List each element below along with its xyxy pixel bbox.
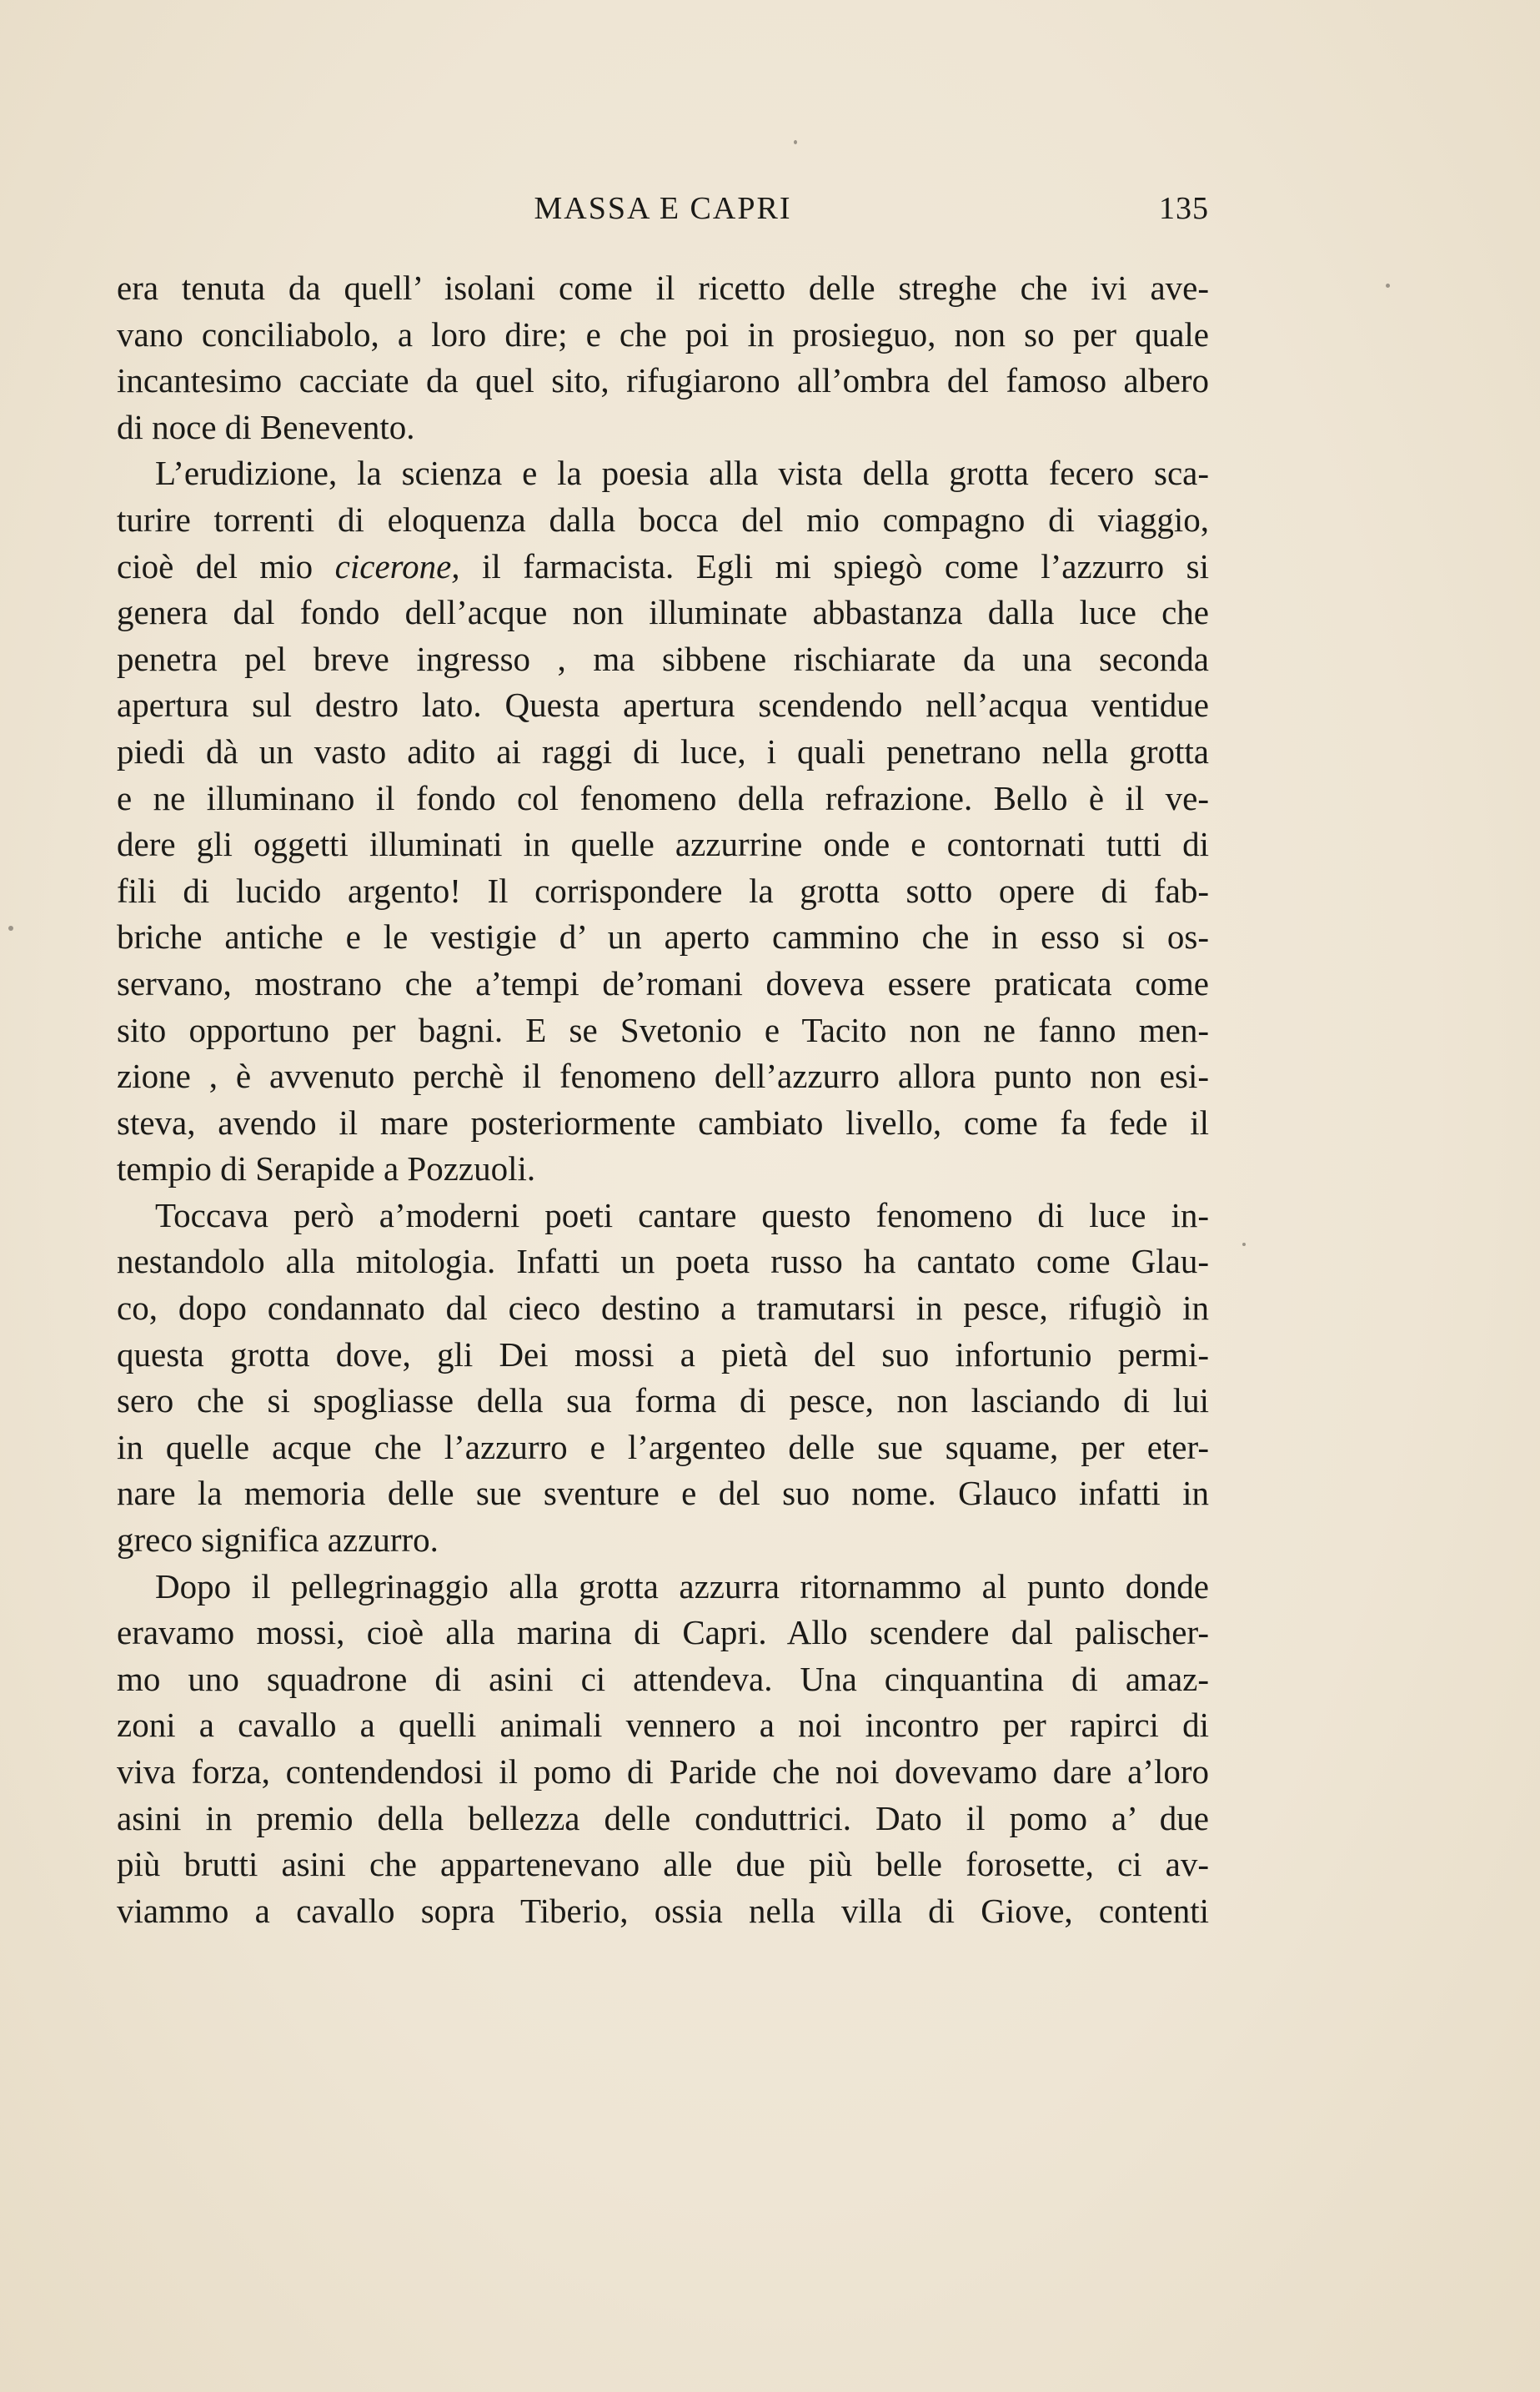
paper-speck — [8, 926, 13, 931]
paper-speck — [1386, 284, 1390, 288]
text-line: nestandolo alla mitologia. Infatti un poeta russo ha cantato come Glau- — [117, 1242, 1209, 1281]
text-line: dere gli oggetti illuminati in quelle azzurrine onde e contornati tutti di — [117, 825, 1209, 864]
text-line: steva, avendo il mare posteriormente cambiato livello, come fa fede il — [117, 1103, 1209, 1142]
page-header — [117, 190, 1209, 240]
text-line: genera dal fondo dell’acque non illuminate abbastanza dalla luce che — [117, 593, 1209, 632]
text-line: briche antiche e le vestigie d’ un aperto cammino che in esso si os- — [117, 917, 1209, 957]
text-fragment: il farmacista. Egli mi spiegò come l’azzurro si — [459, 546, 1209, 585]
text-line: nare la memoria delle sue sventure e del suo nome. Glauco infatti in — [117, 1474, 1209, 1513]
text-line: viva forza, contendendosi il pomo di Paride che noi dovevamo dare a’loro — [117, 1752, 1209, 1791]
text-line: di noce di Benevento. — [117, 407, 415, 446]
text-line: co, dopo condannato dal cieco destino a tramutarsi in pesce, rifugiò in — [117, 1289, 1209, 1328]
text-line: era tenuta da quell’ isolani come il ricetto delle streghe che ivi ave- — [117, 269, 1209, 307]
text-line: mo uno squadrone di asini ci attendeva. Una cinquantina di amaz- — [117, 1659, 1209, 1698]
text-line: tempio di Serapide a Pozzuoli. — [117, 1149, 536, 1188]
text-line: e ne illuminano il fondo col fenomeno della refrazione. Bello è il ve- — [117, 778, 1209, 817]
text-line: servano, mostrano che a’tempi de’romani doveva essere praticata come — [117, 963, 1209, 1003]
text-line: asini in premio della bellezza delle conduttrici. Dato il pomo a’ due — [117, 1798, 1209, 1837]
text-line: Dopo il pellegrinaggio alla grotta azzurra ritornammo al punto donde — [155, 1566, 1209, 1606]
text-line: più brutti asini che appartenevano alle due più belle forosette, ci av- — [117, 1845, 1209, 1884]
text-line: in quelle acque che l’azzurro e l’argenteo delle sue squame, per eter- — [117, 1427, 1209, 1466]
text-line-with-italic — [117, 544, 1209, 590]
text-line: greco significa azzurro. — [117, 1520, 439, 1560]
text-line: sito opportuno per bagni. E se Svetonio e Tacito non ne fanno men- — [117, 1010, 1209, 1049]
text-line: sero che si spogliasse della sua forma di pesce, non lasciando di lui — [117, 1381, 1209, 1420]
text-fragment: cioè del mio — [117, 546, 335, 585]
paper-speck — [1242, 1243, 1246, 1246]
running-head: MASSA E CAPRI — [534, 191, 792, 226]
paragraph-1 — [117, 265, 1209, 450]
body-text — [117, 265, 1209, 1934]
text-line: L’erudizione, la scienza e la poesia alla vista della grotta fecero sca- — [155, 454, 1209, 493]
text-line: piedi dà un vasto adito ai raggi di luce, i quali penetrano nella grotta — [117, 731, 1209, 771]
text-line: apertura sul destro lato. Questa apertura scendendo nell’acqua ventidue — [117, 686, 1209, 725]
text-line: eravamo mossi, cioè alla marina di Capri. Allo scendere dal palischer- — [117, 1613, 1209, 1652]
text-line: penetra pel breve ingresso , ma sibbene rischiarate da una seconda — [117, 639, 1209, 678]
text-line: Toccava però a’moderni poeti cantare questo fenomeno di luce in- — [155, 1195, 1209, 1234]
paper-speck — [794, 140, 797, 144]
paragraph-4 — [117, 1564, 1209, 1935]
text-line: viammo a cavallo sopra Tiberio, ossia nella villa di Giove, contenti — [117, 1891, 1209, 1930]
text-line: zione , è avvenuto perchè il fenomeno dell’azzurro allora punto non esi- — [117, 1057, 1209, 1096]
text-line: vano conciliabolo, a loro dire; e che poi in prosieguo, non so per quale — [117, 314, 1209, 354]
text-line: turire torrenti di eloquenza dalla bocca del mio compagno di viaggio, — [117, 500, 1209, 539]
italic-word: cicerone, — [334, 546, 460, 585]
text-line: fili di lucido argento! Il corrispondere la grotta sotto opere di fab- — [117, 871, 1209, 910]
paragraph-2 — [117, 450, 1209, 1193]
paragraph-3 — [117, 1193, 1209, 1564]
text-line: questa grotta dove, gli Dei mossi a pietà del suo infortunio permi- — [117, 1334, 1209, 1374]
text-line: incantesimo cacciate da quel sito, rifugiarono all’ombra del famoso albero — [117, 361, 1209, 400]
text-line: zoni a cavallo a quelli animali vennero a noi incontro per rapirci di — [117, 1706, 1209, 1745]
page-number: 135 — [1159, 191, 1209, 226]
